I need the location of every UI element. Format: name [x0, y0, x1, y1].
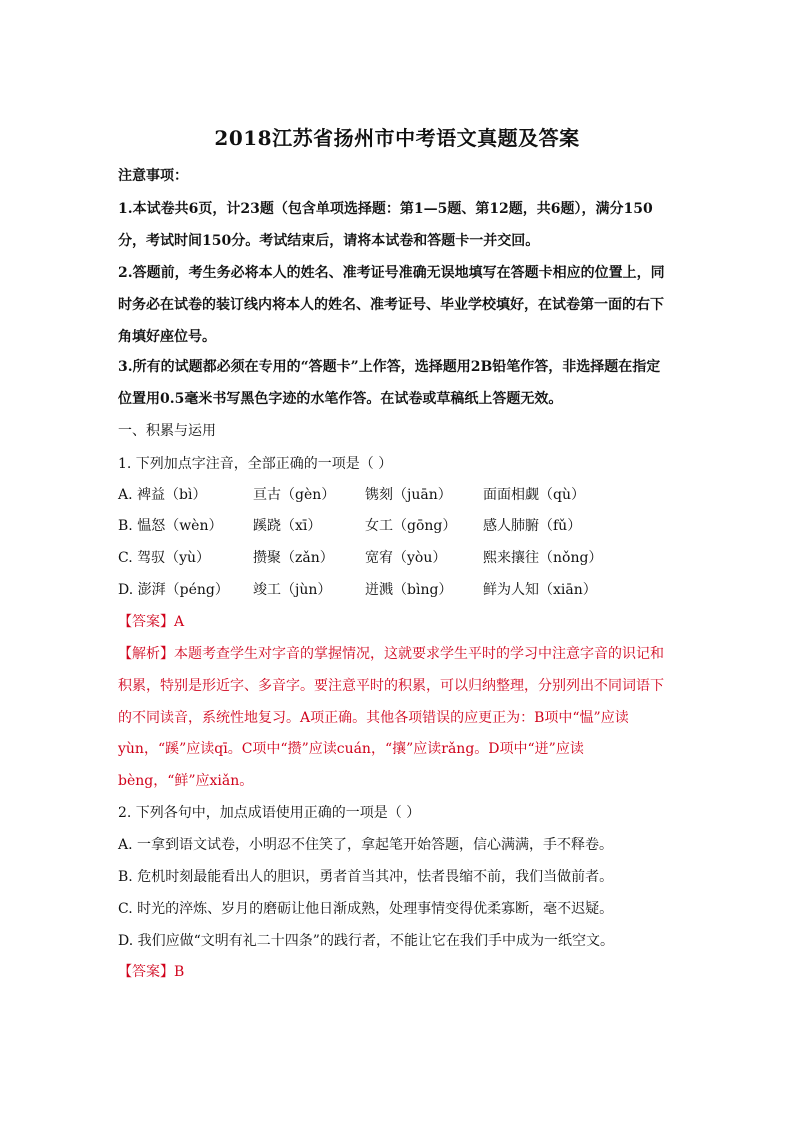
option-cell: B. 愠怒（wèn）	[118, 518, 223, 534]
question-1-analysis-line: yùn，“蹊”应读qī。C项中“攒”应读cuán，“攘”应读rǎng。D项中“迸”应读	[118, 741, 584, 757]
document-title: 2018江苏省扬州市中考语文真题及答案	[214, 126, 580, 150]
option-cell: 攒聚（zǎn）	[253, 550, 334, 566]
question-2-option-b: B. 危机时刻最能看出人的胆识，勇者首当其冲，怯者畏缩不前，我们当做前者。	[118, 869, 614, 885]
notice-item-1-line-1: 1.本试卷共6页，计23题（包含单项选择题：第1—5题、第12题，共6题），满分150	[118, 201, 653, 217]
option-cell: A. 裨益（bì）	[118, 487, 207, 503]
question-1-answer: 【答案】A	[118, 614, 185, 630]
option-cell: 女工（gōng）	[365, 518, 457, 534]
option-cell: 面面相觑（qù）	[483, 487, 585, 503]
option-cell: D. 澎湃（péng）	[118, 582, 229, 598]
option-cell: 宽宥（yòu）	[365, 550, 447, 566]
option-cell: 蹊跷（xī）	[253, 518, 322, 534]
question-1-analysis-line: 【解析】本题考查学生对字音的掌握情况，这就要求学生平时的学习中注意字音的识记和	[118, 646, 664, 662]
option-cell: C. 驾驭（yù）	[118, 550, 211, 566]
option-cell: 迸溅（bìng）	[365, 582, 453, 598]
option-cell: 熙来攘往（nǒng）	[483, 550, 603, 566]
notice-heading: 注意事项：	[118, 168, 188, 184]
notice-item-2-line-2: 时务必在试卷的装订线内将本人的姓名、准考证号、毕业学校填好，在试卷第一面的右下	[118, 297, 664, 313]
section-heading: 一、积累与运用	[118, 423, 216, 439]
option-cell: 感人肺腑（fǔ）	[483, 518, 582, 534]
notice-item-1-line-2: 分，考试时间150分。考试结束后，请将本试卷和答题卡一并交回。	[118, 233, 540, 249]
question-1-option-row-c	[118, 549, 718, 567]
option-cell: 亘古（gèn）	[253, 487, 336, 503]
question-1-analysis-line: 积累，特别是形近字、多音字。要注意平时的积累，可以归纳整理，分别列出不同词语下	[118, 678, 664, 694]
notice-item-2-line-3: 角填好座位号。	[118, 329, 216, 345]
question-2-option-d: D. 我们应做“文明有礼二十四条”的践行者，不能让它在我们手中成为一纸空文。	[118, 933, 614, 949]
option-cell: 竣工（jùn）	[253, 582, 332, 598]
question-1-option-row-b	[118, 517, 718, 535]
question-1-analysis-line: 的不同读音，系统性地复习。A项正确。其他各项错误的应更正为：B项中“愠”应读	[118, 710, 629, 726]
notice-item-3-line-1: 3.所有的试题都必须在专用的“答题卡”上作答，选择题用2B铅笔作答，非选择题在指定	[118, 359, 661, 375]
notice-item-3-line-2: 位置用0.5毫米书写黑色字迹的水笔作答。在试卷或草稿纸上答题无效。	[118, 391, 563, 407]
question-1-stem: 1. 下列加点字注音，全部正确的一项是（ ）	[118, 456, 393, 472]
question-2-option-c: C. 时光的淬炼、岁月的磨砺让他日渐成熟，处理事情变得优柔寡断，毫不迟疑。	[118, 901, 614, 917]
notice-item-2-line-1: 2.答题前，考生务必将本人的姓名、准考证号准确无误地填写在答题卡相应的位置上，同	[118, 265, 665, 281]
option-cell: 鲜为人知（xiān）	[483, 582, 597, 598]
question-1-analysis-line: bèng，“鲜”应xiǎn。	[118, 773, 254, 789]
question-2-answer: 【答案】B	[118, 964, 185, 980]
question-1-option-row-a	[118, 486, 718, 504]
option-cell: 镌刻（juān）	[365, 487, 452, 503]
question-2-option-a: A. 一拿到语文试卷，小明忍不住笑了，拿起笔开始答题，信心满满，手不释卷。	[118, 837, 614, 853]
question-2-stem: 2. 下列各句中，加点成语使用正确的一项是（ ）	[118, 805, 421, 821]
question-1-option-row-d	[118, 581, 718, 599]
